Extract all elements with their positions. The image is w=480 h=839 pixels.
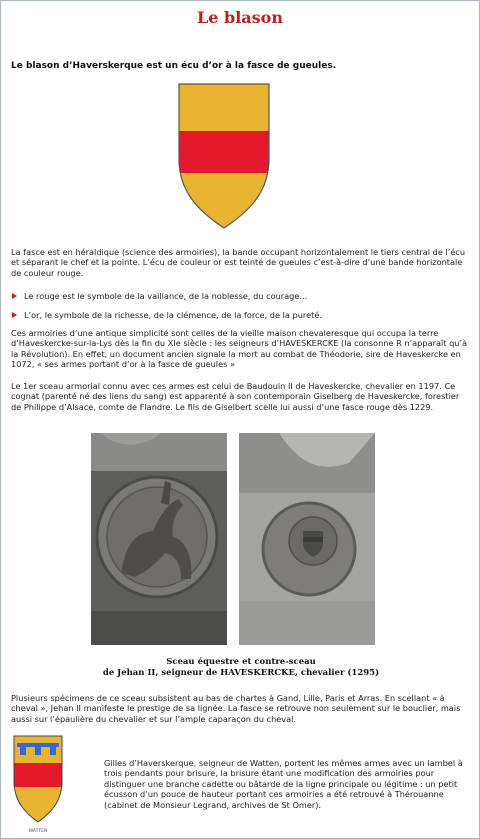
- shield-point: [178, 173, 270, 229]
- seal-caption: [61, 657, 421, 678]
- page-title: Le blason: [197, 8, 283, 27]
- shield-chief: [178, 83, 270, 131]
- bullet-triangle-icon: [12, 293, 17, 299]
- caption-line-1: Sceau équestre et contre-sceau: [166, 657, 316, 667]
- fasce-paragraph: La fasce est en héraldique (science des armoiries), la bande occupant horizontalement le tiers central de l’écu et séparant le chef et la pointe. L’écu de couleur or est teinté de gueules c’est-à-dire d’une bande horizontale de couleur rouge.: [11, 247, 466, 278]
- bullet-item-red: [11, 291, 471, 301]
- bullet-triangle-icon: [12, 312, 17, 318]
- lambel: [17, 743, 59, 755]
- haverskerque-shield: [178, 83, 270, 229]
- intro-text: Le blason d’Haverskerque est un écu d’or à la fasce de gueules.: [11, 61, 337, 71]
- caption-line-2: de Jehan II, seigneur de HAVESKERCKE, chevalier (1295): [102, 667, 380, 678]
- counter-seal-photo: [239, 433, 375, 645]
- bullet-text: Le rouge est le symbole de la vaillance, de la noblesse, du courage...: [24, 291, 308, 301]
- bullet-text: L’or, le symbole de la richesse, de la clémence, de la force, de la pureté.: [24, 310, 322, 320]
- gilles-paragraph: Gilles d’Haverskerque, seigneur de Watten, portent les mêmes armes avec un lambel à trois pendants pour brisure, la brisure étant une modification des armoiries pour distinguer une branche cadette ou bâtarde de la ligne principale ou légitime : un petit écusson d’un pouce de hauteur portant ces armoiries a été retrouvé à Thérouanne (cabinet de Monsieur Legrand, archives de St Omer).: [104, 758, 463, 810]
- bullet-item-gold: [11, 310, 471, 320]
- equestrian-seal-photo: [91, 433, 227, 645]
- shield-fasce: [178, 131, 270, 173]
- seal-paragraph: Le 1er sceau armorial connu avec ces armes est celui de Baudouin II de Haveskercke, chevalier en 1197. Ce cognat (parenté né des liens du sang) est apparenté à son contemporain Giselberg de Haveskercke, forestier de Philippe d’Alsace, comte de Flandre. Le fils de Giselbert scelle lui aussi d’une fasce rouge dès 1229.: [11, 381, 460, 412]
- specimens-paragraph: Plusieurs spécimens de ce sceau subsistent au bas de chartes à Gand, Lille, Paris et Arras. En scellant « à cheval », Jehan II manifeste le prestige de sa lignée. La fasce se retrouve non seulement sur le bouclier, mais aussi sur l’épaulière du chevalier et sur l’ample caparaçon du cheval.: [11, 693, 461, 724]
- watten-shield: [13, 735, 63, 823]
- history-paragraph: Ces armoiries d’une antique simplicité sont celles de la vieille maison chevaleresque qui occupa la terre d’Haveskercke-sur-la-Lys dès la fin du XIe siècle : les seigneurs d’HAVESKERCKE (la consonne R n’apparaît qu’à la Révolution). En effet, un document ancien signale la mort au combat de Théodorie, sire de Haveskercke en 1072, « ses armes portant d’or à la fasce de gueules »: [11, 328, 468, 370]
- watten-label: WATTEN: [28, 829, 48, 834]
